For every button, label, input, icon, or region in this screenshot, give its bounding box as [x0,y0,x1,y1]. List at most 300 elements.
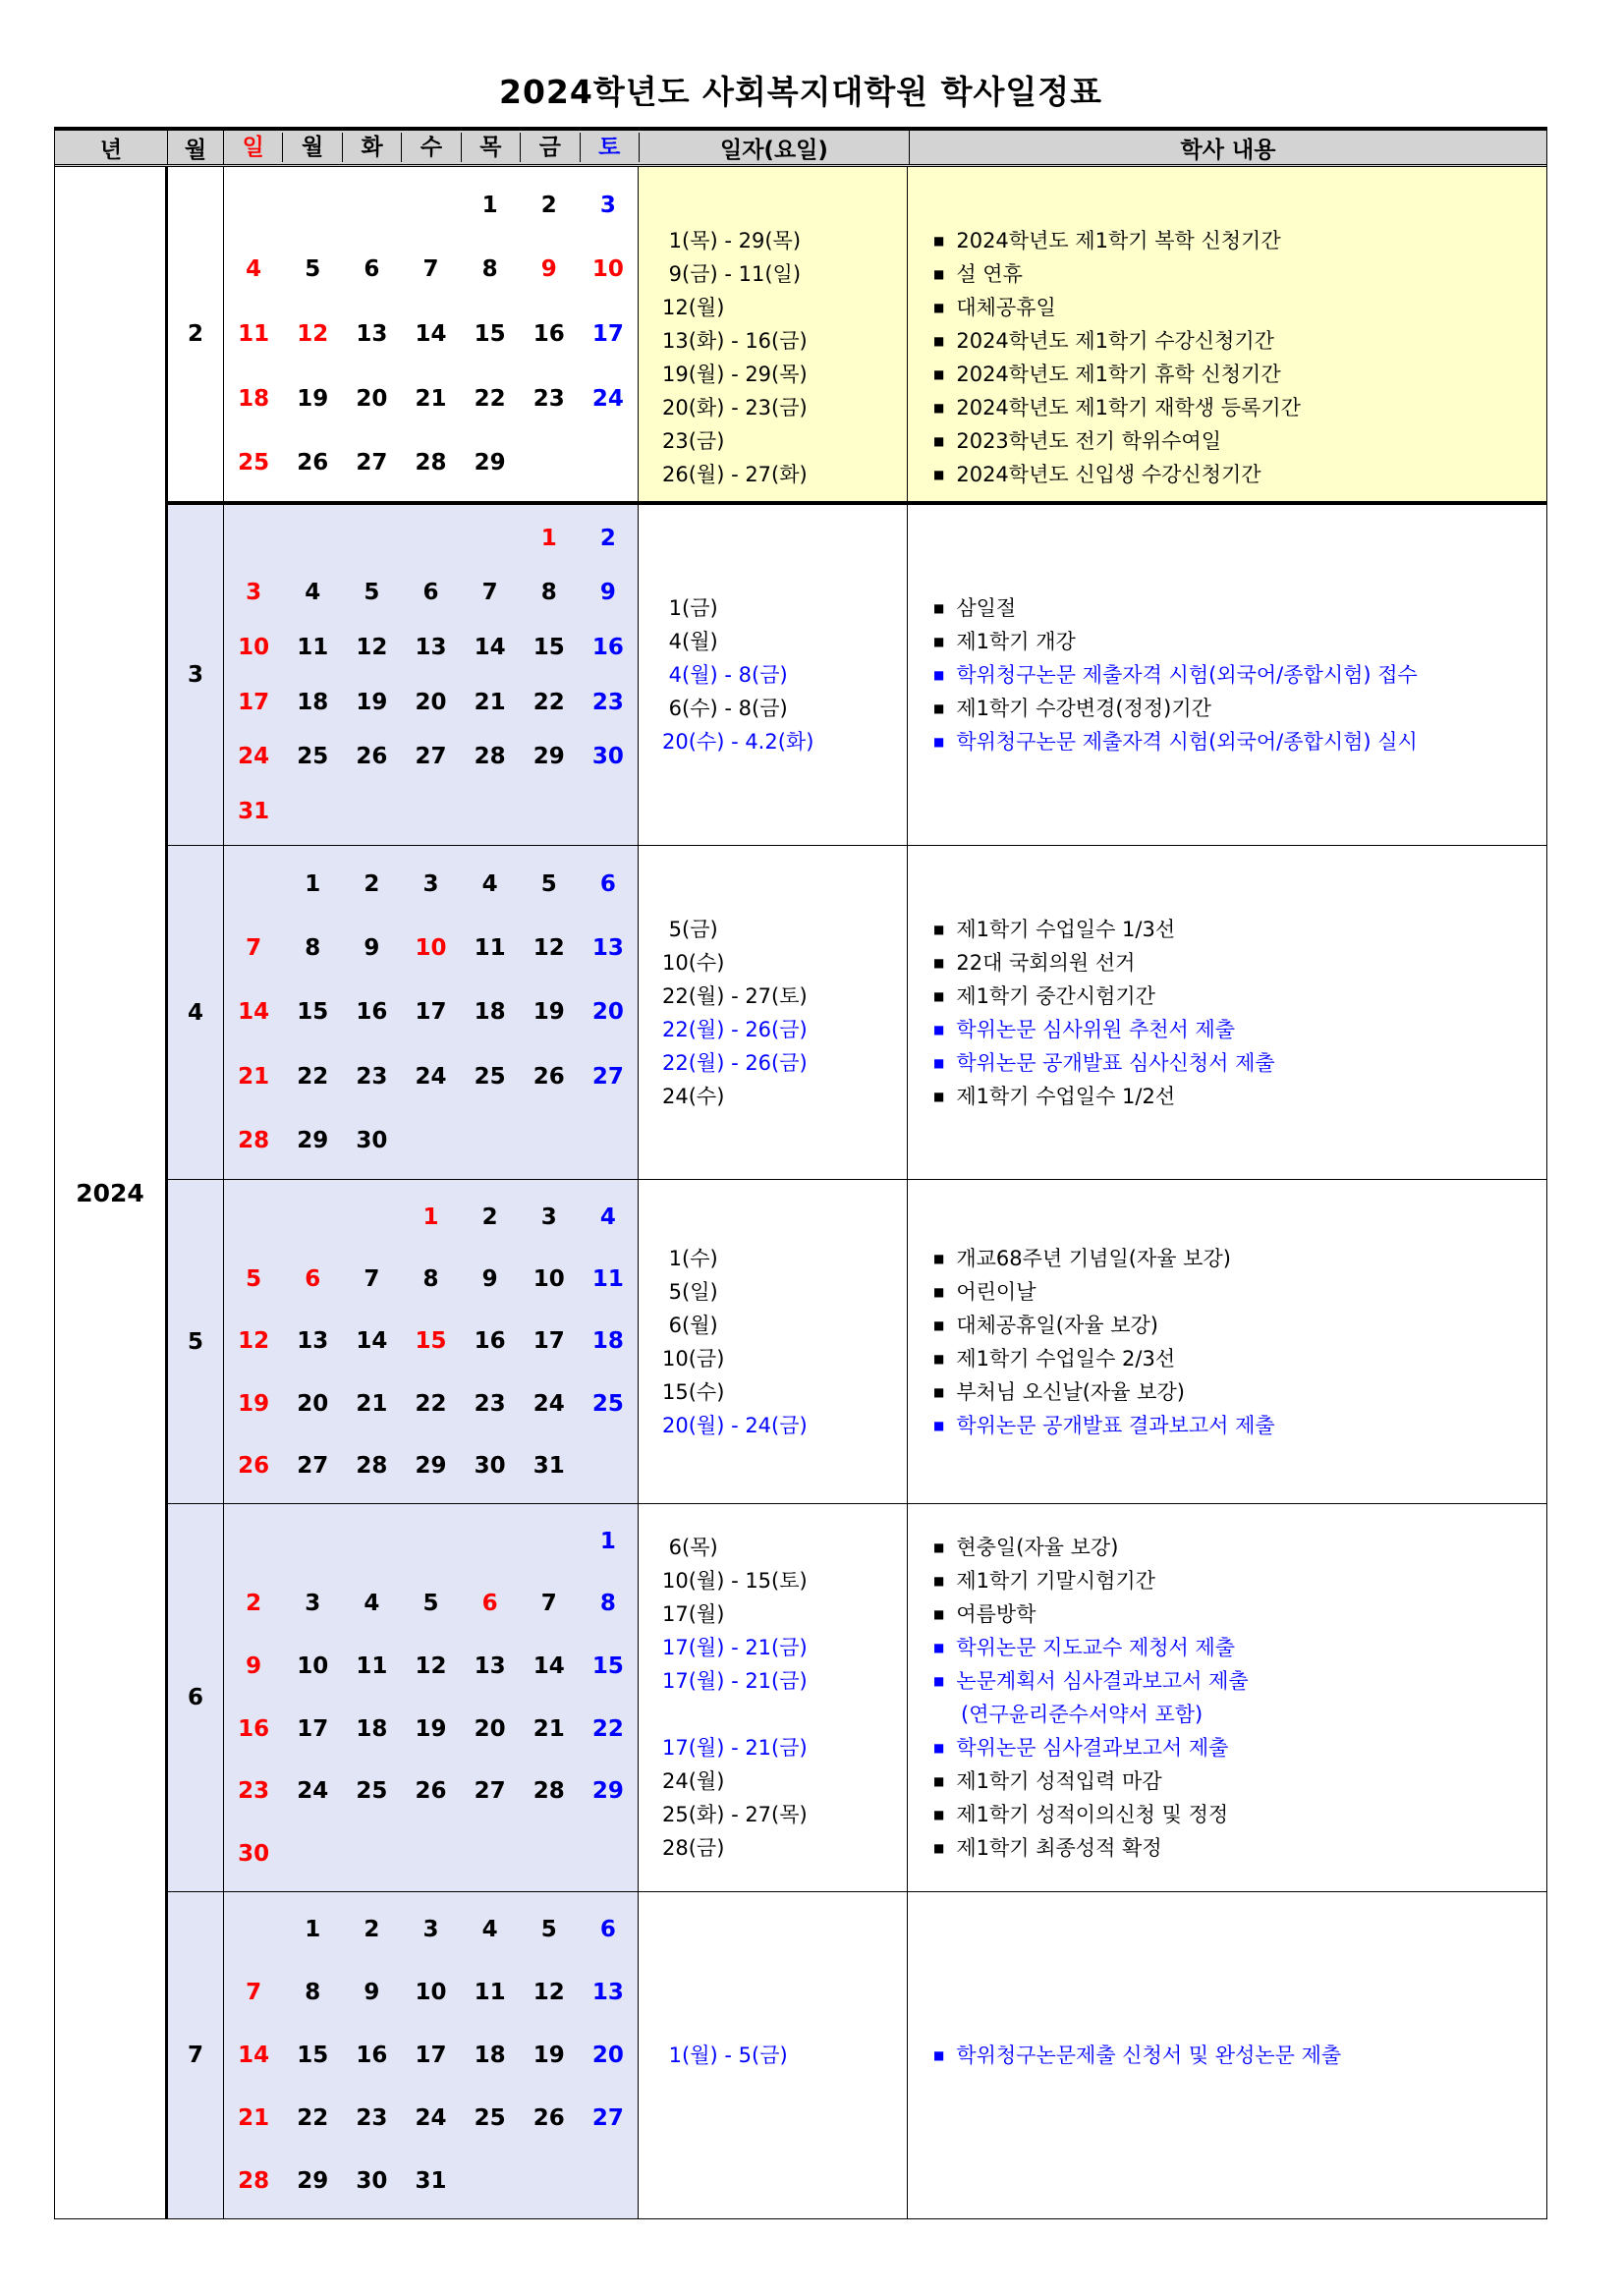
event-date: 1(월) - 5(금) [662,2044,788,2067]
event-date: 25(화) - 27(목) [662,1803,808,1826]
calendar-day-3-17: 17 [238,689,270,715]
event-date: 20(수) - 4.2(화) [662,730,814,754]
calendar-day-2-19: 19 [297,385,329,412]
calendar-day-5-22: 22 [415,1390,447,1417]
calendar-day-2-20: 20 [356,385,388,412]
calendar-day-empty [342,1203,401,1232]
calendar-day-3-8: 8 [540,580,557,606]
calendar-day-6-8: 8 [599,1591,616,1617]
calendar-day-empty [224,1203,283,1232]
calendar-day-4-4: 4 [481,870,498,897]
event-text: 2024학년도 제1학기 수강신청기간 [956,329,1274,353]
calendar-day-6-25: 25 [356,1778,388,1805]
calendar-day-2-13: 13 [356,320,388,347]
calendar-day-empty [461,1527,520,1556]
bullet-square-icon: ■ [933,668,945,682]
calendar-day-empty [401,1839,460,1869]
calendar-day-4-7: 7 [246,935,262,962]
calendar-day-empty [224,1527,283,1556]
calendar-day-7-3: 3 [422,1917,439,1942]
event-text-line [933,1531,1546,1564]
bullet-square-icon: ■ [933,1774,945,1788]
month-number-4: 4 [168,846,224,1179]
calendar-day-7-13: 13 [591,1980,624,2005]
calendar-day-3-30: 30 [591,744,624,770]
calendar-grid-month-2 [224,167,639,501]
calendar-day-empty [579,1126,638,1155]
calendar-day-2-11: 11 [238,320,270,347]
calendar-day-5-7: 7 [364,1266,380,1293]
calendar-grid-month-7 [224,1892,639,2218]
calendar-day-5-13: 13 [297,1328,329,1355]
event-text: 학위청구논문제출 신청서 및 완성논문 제출 [956,2044,1342,2067]
calendar-day-3-13: 13 [415,635,447,661]
bullet-square-icon: ■ [933,988,945,1003]
calendar-day-4-15: 15 [297,999,329,1026]
calendar-day-3-24: 24 [238,744,270,770]
bullet-square-icon: ■ [933,301,945,314]
event-text: 대체공휴일(자율 보강) [956,1313,1158,1337]
event-text-line [933,424,1546,458]
calendar-day-empty [461,1126,520,1155]
event-text-line [933,1342,1546,1375]
event-text: 학위청구논문 제출자격 시험(외국어/종합시험) 실시 [956,730,1418,754]
calendar-day-4-30: 30 [356,1128,388,1154]
calendar-day-3-20: 20 [415,689,447,715]
event-text-line [933,980,1546,1013]
calendar-day-3-5: 5 [364,580,380,606]
event-date: 23(금) [662,429,725,453]
calendar-day-empty [520,2166,579,2196]
calendar-day-5-15: 15 [415,1328,447,1355]
date-column-month-2 [639,167,908,501]
calendar-day-2-2: 2 [540,192,557,218]
event-date: 1(금) [662,596,718,620]
calendar-day-empty [401,1527,460,1556]
month-number-7: 7 [168,1892,224,2218]
bullet-square-icon: ■ [933,1741,945,1755]
calendar-day-3-3: 3 [246,580,262,606]
event-text: 학위논문 심사위원 추천서 제출 [956,1017,1236,1041]
calendar-day-2-22: 22 [474,385,506,412]
calendar-day-6-17: 17 [297,1715,329,1742]
calendar-day-4-12: 12 [532,935,565,962]
calendar-day-3-25: 25 [297,744,329,770]
calendar-day-7-26: 26 [532,2105,565,2131]
bullet-square-icon: ■ [933,1384,945,1399]
event-text-line [933,692,1546,725]
calendar-day-4-10: 10 [415,935,447,962]
calendar-day-empty [461,797,520,826]
calendar-day-6-14: 14 [532,1653,565,1680]
month-section-2 [168,167,1546,501]
calendar-day-2-8: 8 [481,256,498,283]
event-date: 22(월) - 26(금) [662,1017,808,1041]
calendar-day-empty [224,191,283,220]
calendar-day-3-2: 2 [599,525,616,551]
calendar-day-6-10: 10 [297,1653,329,1680]
event-text: 제1학기 성적입력 마감 [956,1769,1162,1793]
calendar-day-7-23: 23 [356,2105,388,2131]
calendar-day-4-18: 18 [474,999,506,1026]
calendar-day-3-11: 11 [297,635,329,661]
calendar-day-2-18: 18 [238,385,270,412]
calendar-day-5-5: 5 [246,1266,262,1293]
calendar-day-empty [401,1126,460,1155]
event-date: 22(월) - 26(금) [662,1050,808,1075]
event-text: 제1학기 수업일수 2/3선 [956,1346,1176,1371]
calendar-day-5-25: 25 [591,1390,624,1417]
event-text-line [933,591,1546,625]
event-text: 설 연휴 [956,262,1023,286]
calendar-day-5-20: 20 [297,1390,329,1417]
event-text: 제1학기 개강 [956,630,1076,653]
calendar-day-4-5: 5 [540,870,557,897]
date-column-month-7 [639,1892,908,2218]
calendar-day-4-13: 13 [591,935,624,962]
calendar-day-3-18: 18 [297,689,329,715]
event-date: 4(월) [662,630,718,653]
event-text: 학위논문 심사결과보고서 제출 [956,1736,1229,1760]
calendar-day-empty [283,1203,342,1232]
calendar-day-7-8: 8 [305,1980,321,2005]
academic-calendar-table [54,127,1547,2219]
event-text: 제1학기 최종성적 확정 [956,1836,1162,1860]
calendar-day-3-19: 19 [356,689,388,715]
event-text: 학위논문 공개발표 결과보고서 제출 [956,1413,1275,1437]
calendar-day-5-21: 21 [356,1390,388,1417]
month-number-3: 3 [168,505,224,845]
header-day-mon: 월 [283,133,342,162]
date-column-month-3 [639,505,908,845]
calendar-day-empty [401,524,460,553]
calendar-day-empty [283,191,342,220]
event-date: 17(월) - 21(금) [662,1736,808,1760]
calendar-day-empty [579,448,638,477]
event-date: 10(금) [662,1346,725,1371]
bullet-square-icon: ■ [933,267,945,281]
calendar-day-7-29: 29 [297,2168,329,2194]
bullet-square-icon: ■ [933,468,945,481]
calendar-day-6-1: 1 [599,1528,616,1554]
content-column-month-2 [908,167,1546,501]
calendar-day-2-27: 27 [356,450,388,476]
calendar-day-3-6: 6 [422,580,439,606]
event-text-line [933,358,1546,391]
calendar-day-7-6: 6 [599,1917,616,1942]
calendar-day-empty [579,797,638,826]
calendar-day-6-23: 23 [238,1778,270,1805]
calendar-grid-month-5 [224,1180,639,1503]
calendar-day-5-16: 16 [474,1328,506,1355]
calendar-day-7-1: 1 [305,1917,321,1942]
calendar-day-2-25: 25 [238,450,270,476]
calendar-day-empty [579,1839,638,1869]
calendar-day-2-3: 3 [599,192,616,218]
calendar-day-7-14: 14 [238,2043,270,2068]
bullet-square-icon: ■ [933,334,945,348]
event-date: 20(화) - 23(금) [662,396,808,420]
calendar-day-empty [283,524,342,553]
table-header-row [55,127,1546,167]
bullet-square-icon: ■ [933,1841,945,1855]
event-text: 여름방학 [956,1602,1036,1626]
calendar-day-6-29: 29 [591,1778,624,1805]
calendar-day-3-28: 28 [474,744,506,770]
calendar-day-3-16: 16 [591,635,624,661]
calendar-day-5-4: 4 [599,1204,616,1230]
event-text-line [933,458,1546,491]
calendar-day-2-26: 26 [297,450,329,476]
event-text: 제1학기 수업일수 1/3선 [956,917,1176,941]
calendar-day-7-19: 19 [532,2043,565,2068]
header-year: 년 [55,131,168,164]
calendar-day-3-7: 7 [481,580,498,606]
calendar-day-3-21: 21 [474,689,506,715]
calendar-day-2-15: 15 [474,320,506,347]
calendar-day-empty [520,797,579,826]
bullet-square-icon: ■ [933,922,945,936]
calendar-day-5-27: 27 [297,1453,329,1480]
calendar-day-7-10: 10 [415,1980,447,2005]
bullet-square-icon: ■ [933,367,945,381]
bullet-square-icon: ■ [933,701,945,715]
date-column-month-5 [639,1180,908,1503]
calendar-day-4-19: 19 [532,999,565,1026]
calendar-day-2-9: 9 [540,256,557,283]
month-section-7 [168,1891,1546,2218]
calendar-day-empty [520,1126,579,1155]
event-date: 24(수) [662,1084,725,1108]
calendar-day-2-17: 17 [591,320,624,347]
calendar-day-empty [224,869,283,899]
bullet-square-icon: ■ [933,1574,945,1588]
calendar-day-empty [342,1839,401,1869]
calendar-day-3-4: 4 [305,580,321,606]
calendar-day-6-22: 22 [591,1715,624,1742]
calendar-day-5-31: 31 [532,1453,565,1480]
event-text-line [933,625,1546,658]
event-date: 24(월) [662,1769,725,1793]
calendar-day-7-11: 11 [474,1980,506,2005]
table-body [55,167,1546,2218]
bullet-square-icon: ■ [933,434,945,448]
calendar-day-4-1: 1 [305,870,321,897]
calendar-day-6-15: 15 [591,1653,624,1680]
header-day-sat: 토 [581,133,640,162]
calendar-day-6-21: 21 [532,1715,565,1742]
calendar-day-4-21: 21 [238,1063,270,1090]
event-text-line [933,913,1546,946]
calendar-day-4-8: 8 [305,935,321,962]
event-text: 학위청구논문 제출자격 시험(외국어/종합시험) 접수 [956,663,1418,687]
calendar-day-7-5: 5 [540,1917,557,1942]
calendar-day-4-3: 3 [422,870,439,897]
calendar-day-3-1: 1 [540,525,557,551]
calendar-day-empty [283,1527,342,1556]
header-day-fri: 금 [521,133,580,162]
header-month: 월 [168,131,224,164]
calendar-day-empty [224,524,283,553]
calendar-day-7-22: 22 [297,2105,329,2131]
calendar-day-empty [224,1915,283,1944]
calendar-day-empty [342,797,401,826]
calendar-day-7-20: 20 [591,2043,624,2068]
bullet-square-icon: ■ [933,1284,945,1299]
date-column-month-6 [639,1504,908,1891]
calendar-day-4-9: 9 [364,935,380,962]
calendar-day-4-26: 26 [532,1063,565,1090]
event-date: 13(화) - 16(금) [662,329,808,353]
event-text-line [933,1080,1546,1113]
calendar-day-empty [461,2166,520,2196]
calendar-day-2-1: 1 [481,192,498,218]
calendar-day-6-19: 19 [415,1715,447,1742]
calendar-day-4-20: 20 [591,999,624,1026]
calendar-day-empty [461,524,520,553]
header-date-column: 일자(요일) [640,131,910,164]
calendar-day-2-28: 28 [415,450,447,476]
event-date: 22(월) - 27(토) [662,983,808,1008]
calendar-day-6-27: 27 [474,1778,506,1805]
event-text-line [933,1731,1546,1764]
event-text: 논문계획서 심사결과보고서 제출 [956,1669,1249,1693]
calendar-day-4-14: 14 [238,999,270,1026]
event-text: 학위논문 공개발표 심사신청서 제출 [956,1050,1275,1075]
calendar-day-7-27: 27 [591,2105,624,2131]
content-column-month-5 [908,1180,1546,1503]
calendar-day-6-11: 11 [356,1653,388,1680]
calendar-day-6-24: 24 [297,1778,329,1805]
event-text-line [933,1309,1546,1342]
event-text: 부처님 오신날(자율 보강) [956,1379,1185,1404]
calendar-day-2-4: 4 [246,256,262,283]
event-text: 대체공휴일 [956,296,1056,319]
calendar-day-empty [342,524,401,553]
bullet-square-icon: ■ [933,234,945,248]
calendar-day-4-27: 27 [591,1063,624,1090]
month-number-2: 2 [168,167,224,501]
event-text: 2024학년도 신입생 수강신청기간 [956,463,1261,486]
event-text-line [933,2039,1546,2072]
calendar-day-7-16: 16 [356,2043,388,2068]
calendar-day-5-11: 11 [591,1266,624,1293]
bullet-square-icon: ■ [933,1251,945,1265]
event-text: 학위논문 지도교수 제청서 제출 [956,1636,1236,1659]
event-text: 2024학년도 제1학기 복학 신청기간 [956,229,1281,252]
calendar-day-3-10: 10 [238,635,270,661]
calendar-day-3-22: 22 [532,689,565,715]
calendar-day-6-9: 9 [246,1653,262,1680]
calendar-day-7-31: 31 [415,2168,447,2194]
event-text-line [933,1698,1546,1731]
calendar-day-5-26: 26 [238,1453,270,1480]
calendar-day-6-28: 28 [532,1778,565,1805]
event-text-line [933,224,1546,257]
event-text: (연구윤리준수서약서 포함) [961,1703,1204,1726]
calendar-grid-month-4 [224,846,639,1179]
calendar-day-4-28: 28 [238,1128,270,1154]
page-title: 2024학년도 사회복지대학원 학사일정표 [499,73,1102,111]
calendar-day-4-29: 29 [297,1128,329,1154]
event-text-line [933,1013,1546,1046]
calendar-day-6-30: 30 [238,1841,270,1868]
calendar-day-empty [520,448,579,477]
event-date: 1(수) [662,1246,718,1270]
event-date: 15(수) [662,1379,725,1404]
event-text-line [933,1375,1546,1409]
calendar-day-7-4: 4 [481,1917,498,1942]
event-text: 삼일절 [956,596,1017,620]
calendar-day-4-25: 25 [474,1063,506,1090]
bullet-square-icon: ■ [933,1418,945,1432]
event-date: 6(월) [662,1313,718,1337]
calendar-day-6-3: 3 [305,1591,321,1617]
calendar-day-empty [283,797,342,826]
calendar-day-6-2: 2 [246,1591,262,1617]
event-text-line [933,1764,1546,1798]
calendar-day-2-10: 10 [591,256,624,283]
event-text-line [933,1664,1546,1698]
event-text: 어린이날 [956,1279,1036,1304]
bullet-square-icon: ■ [933,1808,945,1821]
event-date: 17(월) [662,1602,725,1626]
calendar-day-6-20: 20 [474,1715,506,1742]
calendar-day-5-17: 17 [532,1328,565,1355]
calendar-day-5-10: 10 [532,1266,565,1293]
bullet-square-icon: ■ [933,1674,945,1688]
bullet-square-icon: ■ [933,2048,945,2062]
calendar-day-6-6: 6 [481,1591,498,1617]
calendar-day-6-13: 13 [474,1653,506,1680]
content-column-month-4 [908,846,1546,1179]
calendar-day-2-12: 12 [297,320,329,347]
calendar-grid-month-3 [224,505,639,845]
event-date: 5(일) [662,1279,718,1304]
calendar-day-5-18: 18 [591,1328,624,1355]
header-day-sun: 일 [224,133,283,162]
calendar-day-empty [342,191,401,220]
bullet-square-icon: ■ [933,1540,945,1554]
calendar-day-5-1: 1 [422,1204,439,1230]
calendar-day-empty [342,1527,401,1556]
event-date: 5(금) [662,917,718,941]
content-column-month-3 [908,505,1546,845]
event-text: 2023학년도 전기 학위수여일 [956,429,1221,453]
calendar-day-5-9: 9 [481,1266,498,1293]
event-text: 개교68주년 기념일(자율 보강) [956,1246,1231,1270]
month-section-3 [168,501,1546,845]
calendar-day-3-12: 12 [356,635,388,661]
calendar-day-5-23: 23 [474,1390,506,1417]
calendar-day-6-5: 5 [422,1591,439,1617]
calendar-day-2-24: 24 [591,385,624,412]
event-date: 6(수) - 8(금) [662,697,788,720]
event-text-line [933,1564,1546,1597]
calendar-grid-month-6 [224,1504,639,1891]
event-date: 4(월) - 8(금) [662,663,788,687]
bullet-square-icon: ■ [933,735,945,749]
calendar-day-2-21: 21 [415,385,447,412]
calendar-day-empty [461,1839,520,1869]
calendar-day-7-24: 24 [415,2105,447,2131]
calendar-day-2-29: 29 [474,450,506,476]
bullet-square-icon: ■ [933,601,945,615]
calendar-day-empty [283,1839,342,1869]
event-date: 10(월) - 15(토) [662,1569,808,1593]
event-text-line [933,291,1546,324]
calendar-day-empty [520,1839,579,1869]
